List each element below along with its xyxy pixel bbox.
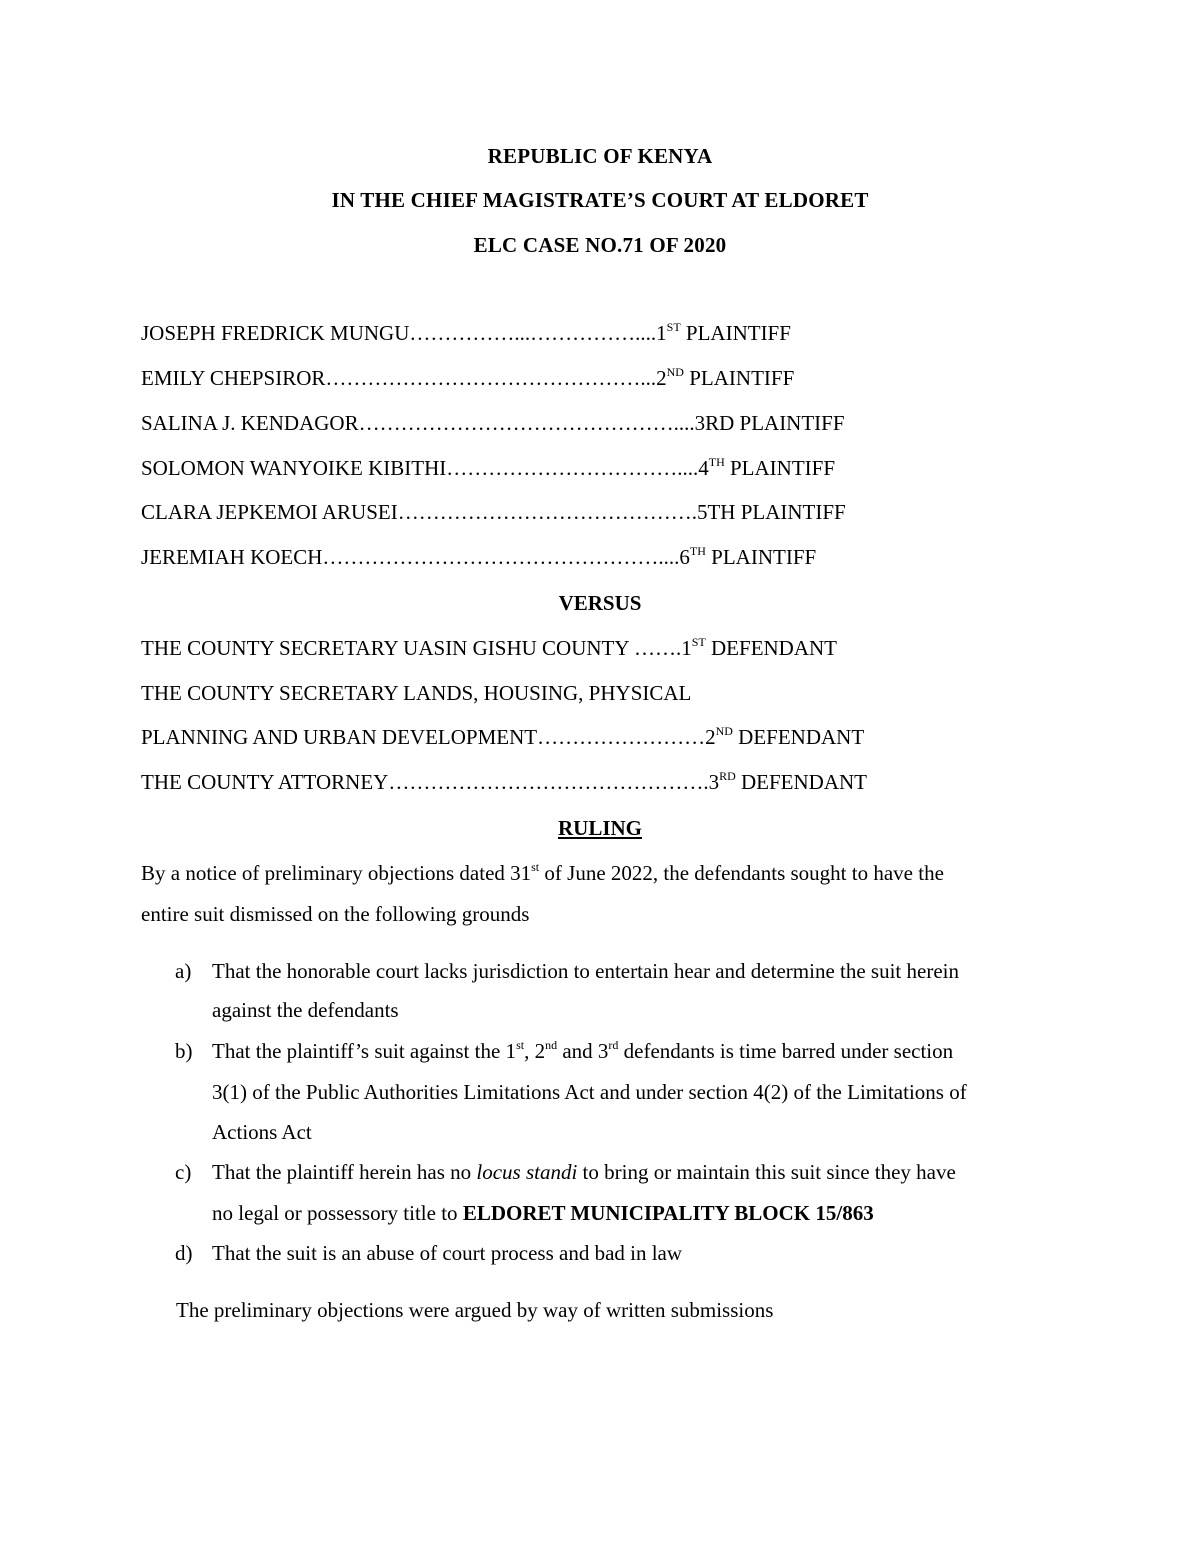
ground-b-line1: That the plaintiff’s suit against the 1st, 2nd and 3rd defendants is time barred under section: [212, 1038, 954, 1063]
property-title-bold: ELDORET MUNICIPALITY BLOCK 15/863: [462, 1201, 874, 1225]
ruling-title: RULING: [557, 816, 642, 840]
versus-label: VERSUS: [558, 591, 642, 615]
plaintiff-3: SALINA J. KENDAGOR………………………………………....3RD PLAINTIFF: [141, 411, 845, 435]
header-case-number: ELC CASE NO.71 OF 2020: [473, 233, 727, 257]
closing-paragraph: The preliminary objections were argued by way of written submissions: [176, 1298, 774, 1322]
ground-a-line2: against the defendants: [212, 998, 399, 1022]
ground-c-line2: no legal or possessory title to ELDORET MUNICIPALITY BLOCK 15/863: [212, 1201, 874, 1225]
ground-d-line1: That the suit is an abuse of court process and bad in law: [212, 1241, 683, 1265]
intro-paragraph-line2: entire suit dismissed on the following grounds: [141, 902, 530, 926]
plaintiff-1: JOSEPH FREDRICK MUNGU……………...……………....1ST PLAINTIFF: [141, 320, 791, 345]
header-republic: REPUBLIC OF KENYA: [487, 144, 713, 168]
plaintiff-6: JEREMIAH KOECH…………………………………………....6TH PLAINTIFF: [141, 544, 817, 569]
ground-b-line2: 3(1) of the Public Authorities Limitations Act and under section 4(2) of the Limitations of: [212, 1080, 967, 1104]
defendant-1: THE COUNTY SECRETARY UASIN GISHU COUNTY …….1ST DEFENDANT: [141, 635, 838, 660]
defendant-3: THE COUNTY ATTORNEY……………………………………….3RD DEFENDANT: [141, 769, 867, 794]
list-marker-a: a): [175, 959, 192, 983]
list-marker-d: d): [175, 1241, 193, 1265]
plaintiff-2: EMILY CHEPSIROR………………………………………...2ND PLAINTIFF: [141, 365, 795, 390]
ground-b-line3: Actions Act: [212, 1120, 312, 1144]
list-marker-b: b): [175, 1039, 193, 1063]
ground-c-line1: That the plaintiff herein has no locus standi to bring or maintain this suit since they have: [212, 1160, 956, 1184]
header-court: IN THE CHIEF MAGISTRATE’S COURT AT ELDORET: [331, 188, 869, 212]
defendant-2-line1: THE COUNTY SECRETARY LANDS, HOUSING, PHYSICAL: [141, 681, 692, 705]
intro-paragraph-line1: By a notice of preliminary objections dated 31st of June 2022, the defendants sought to have the: [141, 860, 944, 885]
plaintiff-4: SOLOMON WANYOIKE KIBITHI……………………………....4TH PLAINTIFF: [141, 455, 836, 480]
plaintiff-5: CLARA JEPKEMOI ARUSEI…………………………………….5TH PLAINTIFF: [141, 500, 846, 524]
list-marker-c: c): [175, 1160, 192, 1184]
locus-standi-italic: locus standi: [476, 1160, 578, 1184]
defendant-2: PLANNING AND URBAN DEVELOPMENT……………………2ND DEFENDANT: [141, 724, 865, 749]
ground-a-line1: That the honorable court lacks jurisdiction to entertain hear and determine the suit herein: [212, 959, 959, 983]
